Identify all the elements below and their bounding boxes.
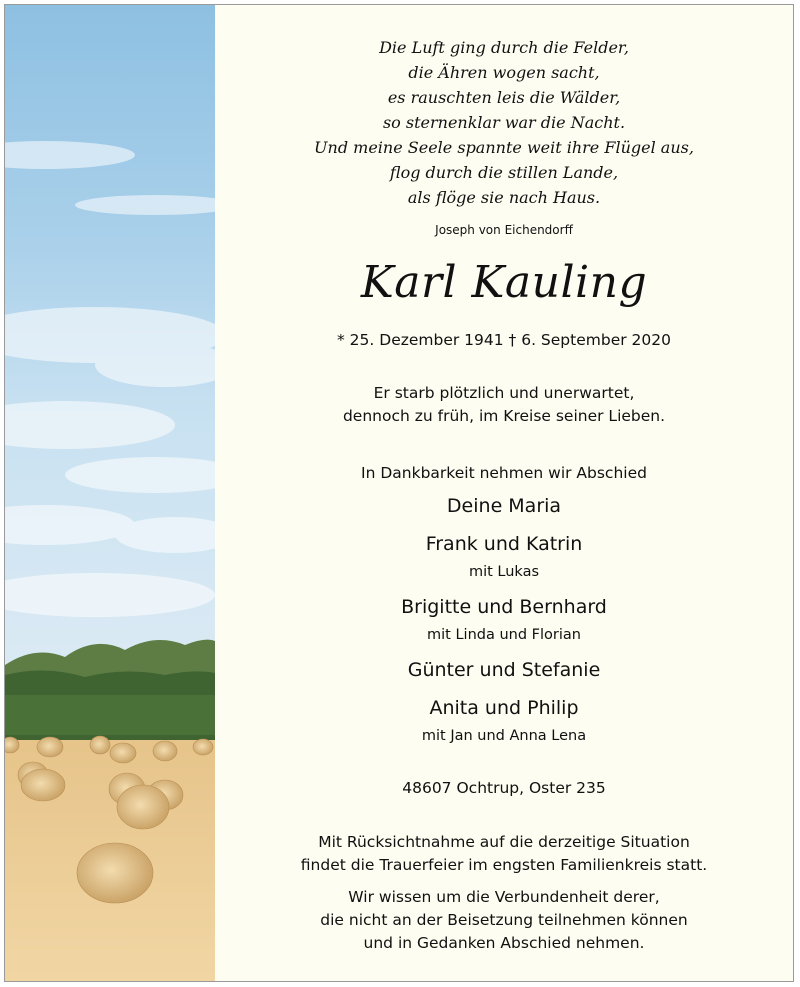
circumstance-line: dennoch zu früh, im Kreise seiner Lieben. [342, 407, 666, 425]
family-member-children: mit Lukas [468, 564, 540, 580]
notice-text [215, 5, 793, 981]
family-member: Frank und Katrin [425, 533, 583, 555]
obituary-notice [4, 4, 794, 982]
deceased-name: Karl Kauling [360, 257, 648, 308]
family-member-children: mit Jan und Anna Lena [421, 728, 587, 744]
family-member: Brigitte und Bernhard [401, 596, 607, 618]
closing-line: und in Gedanken Abschied nehmen. [363, 934, 645, 952]
field-hay-bales-image [5, 5, 215, 981]
family-member: Günter und Stefanie [407, 659, 601, 681]
poem-line: so sternenklar war die Nacht. [382, 113, 626, 132]
funeral-notice-line: Mit Rücksichtnahme auf die derzeitige Situation [318, 833, 690, 851]
poem-line: die Ähren wogen sacht, [408, 63, 600, 82]
family-member: Deine Maria [446, 495, 562, 517]
poem-line: es rauschten leis die Wälder, [387, 88, 621, 107]
circumstance-line: Er starb plötzlich und unerwartet, [373, 384, 635, 402]
funeral-notice-line: findet die Trauerfeier im engsten Familienkreis statt. [300, 856, 708, 874]
family-member-children: mit Linda und Florian [427, 627, 581, 643]
closing-line: die nicht an der Beisetzung teilnehmen können [320, 911, 688, 929]
poem-line: Die Luft ging durch die Felder, [379, 38, 629, 57]
poem-line: flog durch die stillen Lande, [389, 163, 619, 182]
closing-line: Wir wissen um die Verbundenheit derer, [348, 888, 660, 906]
poem-line: Und meine Seele spannte weit ihre Flügel aus, [314, 138, 694, 157]
poem-line: als flöge sie nach Haus. [407, 188, 601, 207]
family-member: Anita und Philip [429, 697, 579, 719]
poem-author: Joseph von Eichendorff [435, 223, 573, 237]
farewell-intro: In Dankbarkeit nehmen wir Abschied [361, 464, 647, 482]
life-dates: * 25. Dezember 1941 † 6. September 2020 [337, 331, 671, 349]
family-address: 48607 Ochtrup, Oster 235 [402, 779, 606, 797]
